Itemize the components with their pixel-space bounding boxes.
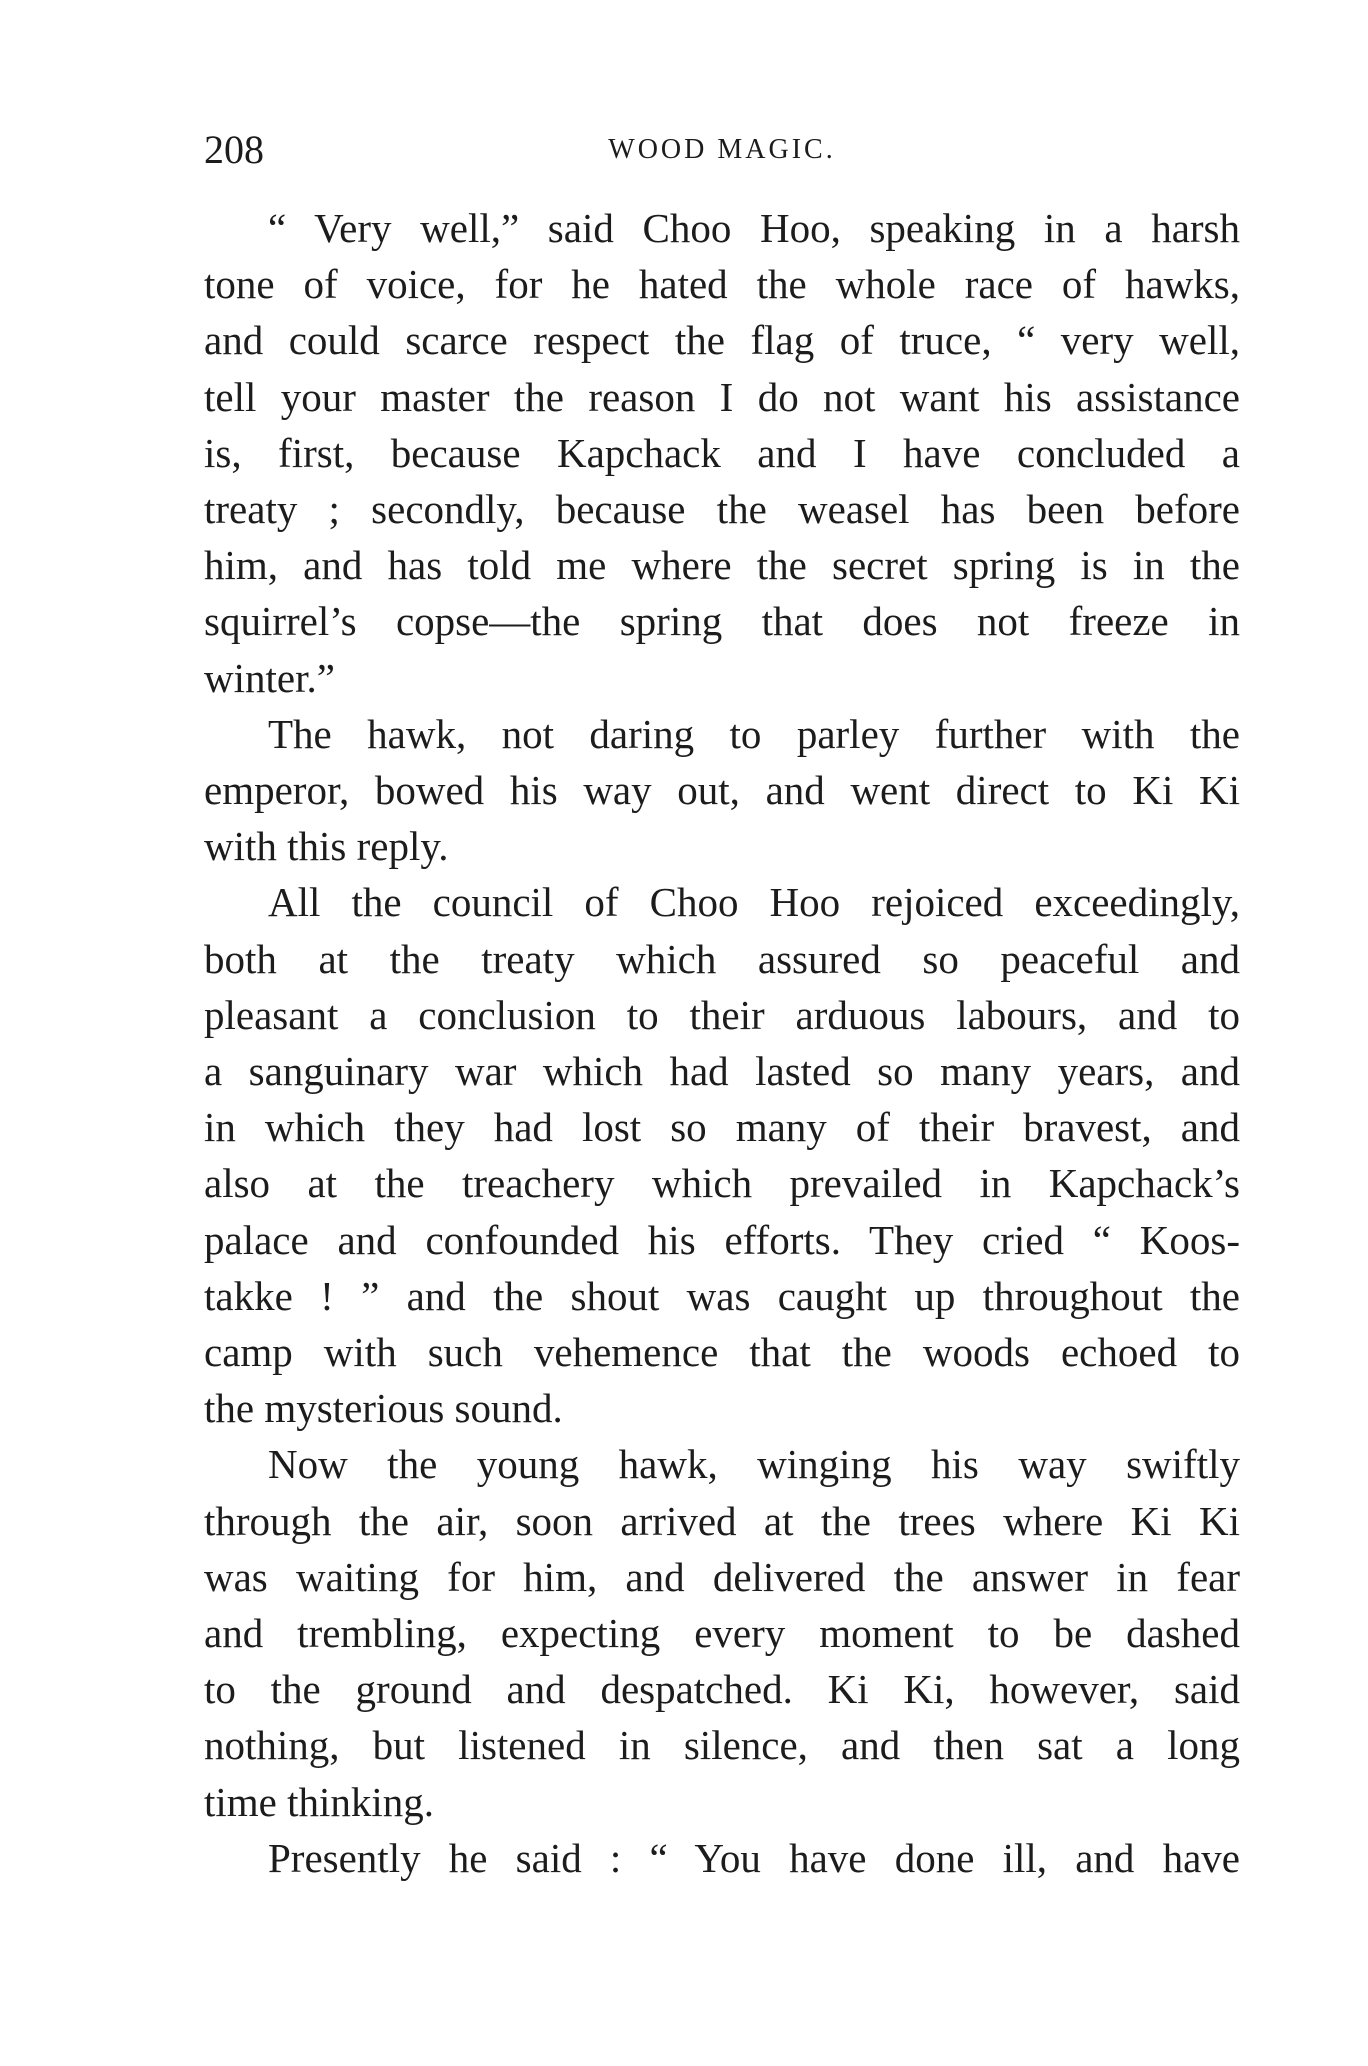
- paragraph: [204, 200, 1240, 706]
- text-line: pleasant a conclusion to their arduous labours, and to: [204, 991, 1240, 1038]
- text-line: All the council of Choo Hoo rejoiced exceedingly,: [268, 879, 1240, 926]
- text-line: The hawk, not daring to parley further with the: [268, 710, 1240, 757]
- text-line: the mysterious sound.: [204, 1385, 563, 1432]
- text-line: takke ! ” and the shout was caught up throughout the: [204, 1272, 1240, 1319]
- text-line: is, first, because Kapchack and I have concluded a: [204, 429, 1240, 476]
- text-line: tell your master the reason I do not want his assistance: [204, 373, 1240, 420]
- text-line: Now the young hawk, winging his way swiftly: [268, 1441, 1240, 1488]
- text-line: tone of voice, for he hated the whole race of hawks,: [204, 261, 1240, 308]
- text-line: “ Very well,” said Choo Hoo, speaking in a harsh: [268, 205, 1240, 251]
- text-line: time thinking.: [204, 1778, 435, 1825]
- paragraph: [204, 1830, 1240, 1886]
- text-line: with this reply.: [204, 823, 449, 870]
- text-line: to the ground and despatched. Ki Ki, however, said: [204, 1666, 1240, 1713]
- text-line: also at the treachery which prevailed in Kapchack’s: [204, 1160, 1240, 1207]
- text-line: through the air, soon arrived at the trees where Ki Ki: [204, 1497, 1240, 1544]
- page-number: 208: [204, 127, 264, 172]
- text-line: and could scarce respect the flag of truce, “ very well,: [204, 317, 1240, 364]
- text-line: emperor, bowed his way out, and went direct to Ki Ki: [204, 767, 1240, 814]
- text-body: [204, 200, 1240, 1886]
- paragraph: [204, 874, 1240, 1436]
- text-line: a sanguinary war which had lasted so many years, and: [204, 1048, 1240, 1095]
- running-head: WOOD MAGIC.: [608, 134, 836, 165]
- text-line: and trembling, expecting every moment to be dashed: [204, 1610, 1240, 1657]
- text-line: both at the treaty which assured so peaceful and: [204, 935, 1240, 982]
- text-line: him, and has told me where the secret spring is in the: [204, 542, 1240, 589]
- text-line: palace and confounded his efforts. They cried “ Koos-: [204, 1216, 1240, 1263]
- paragraph: [204, 706, 1240, 875]
- text-line: squirrel’s copse—the spring that does not freeze in: [204, 598, 1240, 645]
- text-line: nothing, but listened in silence, and then sat a long: [204, 1722, 1240, 1769]
- text-line: camp with such vehemence that the woods echoed to: [204, 1329, 1240, 1376]
- text-line: in which they had lost so many of their bravest, and: [204, 1104, 1240, 1151]
- text-line: treaty ; secondly, because the weasel has been before: [204, 486, 1240, 533]
- page-header: [204, 120, 1240, 180]
- text-line: Presently he said : “ You have done ill, and have: [268, 1834, 1240, 1881]
- text-line: was waiting for him, and delivered the answer in fear: [204, 1553, 1240, 1600]
- paragraph: [204, 1436, 1240, 1829]
- text-line: winter.”: [204, 654, 335, 701]
